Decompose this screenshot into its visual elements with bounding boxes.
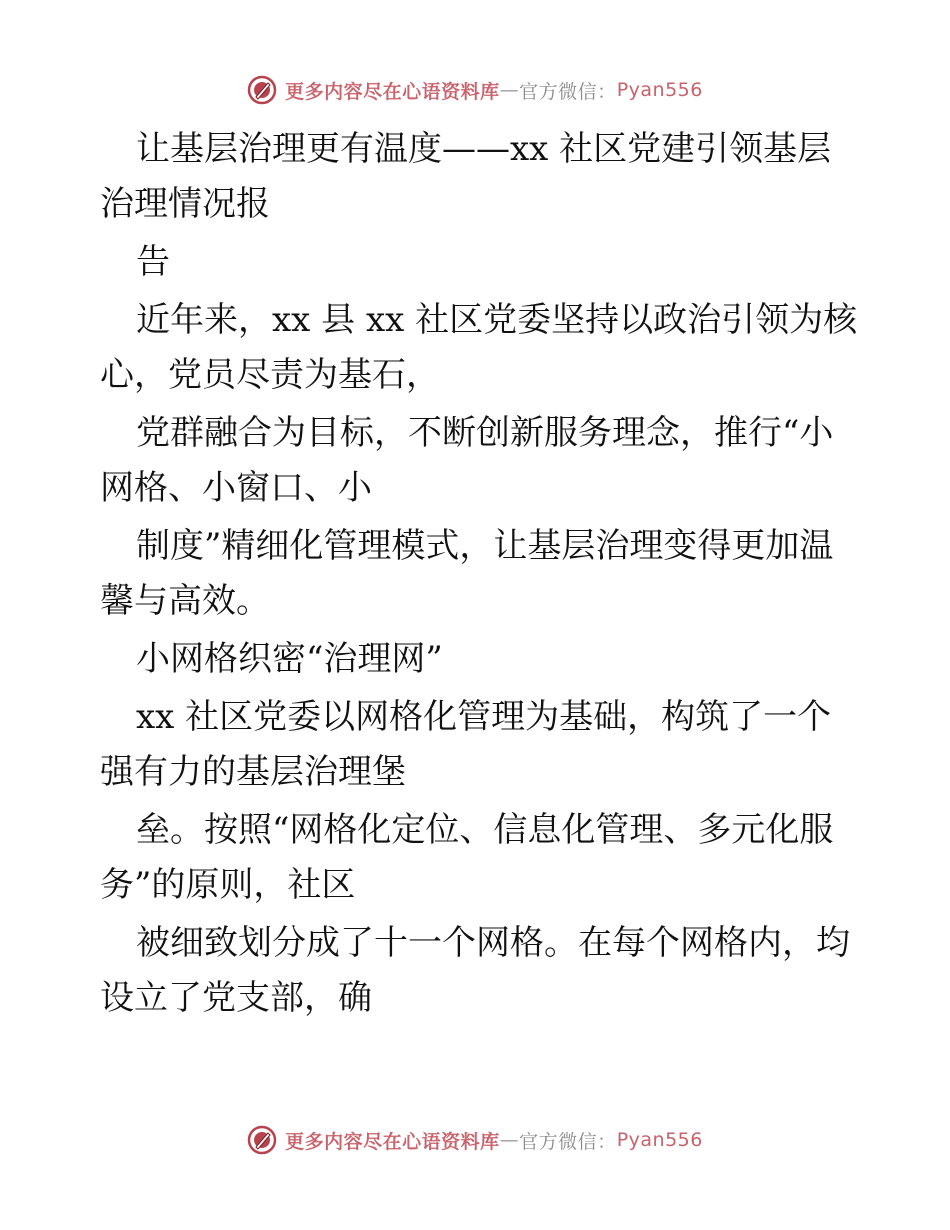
document-body	[100, 122, 860, 1029]
paragraph: 近年来，xx 县 xx 社区党委坚持以政治引领为核心，党员尽责为基石，	[100, 300, 858, 395]
header-watermark	[0, 70, 950, 110]
watermark-wechat-label: 官方微信：	[519, 80, 617, 103]
watermark-separator: —	[499, 1129, 520, 1151]
paragraph: 被细致划分成了十一个网格。在每个网格内，均设立了党支部，确	[100, 923, 850, 1018]
paragraph: xx 社区党委以网格化管理为基础，构筑了一个强有力的基层治理堡	[100, 697, 832, 792]
pen-seal-icon	[247, 1125, 277, 1155]
pen-seal-icon	[247, 75, 277, 105]
section-heading: 小网格织密“治理网”	[136, 639, 443, 679]
watermark-separator: —	[499, 79, 520, 101]
watermark-wechat-id: Pyan556	[616, 1129, 703, 1151]
paragraph: 党群融合为目标，不断创新服务理念，推行“小网格、小窗口、小	[100, 413, 834, 508]
paragraph: 制度”精细化管理模式，让基层治理变得更加温馨与高效。	[100, 526, 834, 621]
paragraph: 垒。按照“网格化定位、信息化管理、多元化服务”的原则，社区	[100, 810, 834, 905]
watermark-slogan: 更多内容尽在心语资料库	[285, 1130, 500, 1153]
footer-watermark	[0, 1120, 950, 1160]
watermark-wechat-id: Pyan556	[616, 79, 703, 101]
watermark-wechat-label: 官方微信：	[519, 1130, 617, 1153]
document-title-continued: 告	[136, 242, 170, 282]
watermark-slogan: 更多内容尽在心语资料库	[285, 80, 500, 103]
document-title: 让基层治理更有温度——xx 社区党建引领基层治理情况报	[100, 129, 832, 224]
